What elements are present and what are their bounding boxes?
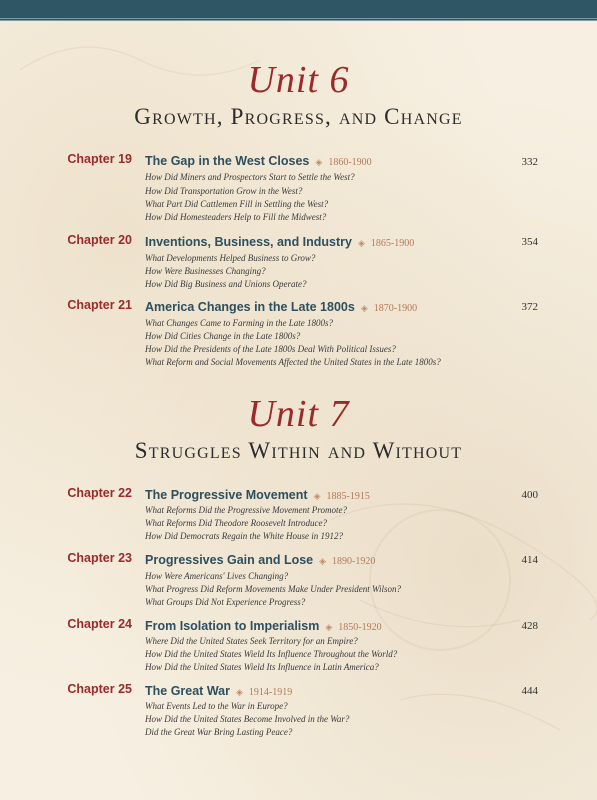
chapter-19-page: 332 [521,156,538,168]
chapter-20-years: 1865-1900 [370,238,415,249]
chapter-22-title-row[interactable] [145,486,370,504]
chapter-21-question: What Changes Came to Farming in the Late 1800s? [145,318,333,328]
chapter-23-title[interactable]: Progressives Gain and Lose [145,553,314,567]
chapter-25-years: 1914-1919 [248,687,293,698]
chapter-23-question: What Groups Did Not Experience Progress? [145,597,306,607]
chapter-21-title-row[interactable] [145,298,417,316]
chapter-22-title[interactable]: The Progressive Movement [145,488,308,502]
chapter-20-title[interactable]: Inventions, Business, and Industry [145,235,352,249]
chapter-19-question: How Did Transportation Grow in the West? [145,186,303,196]
chapter-22-page: 400 [521,489,538,501]
chapter-23-label: Chapter 23 [67,551,132,565]
chapter-25-page: 444 [521,685,538,697]
chapter-21-years: 1870-1900 [373,303,418,314]
chapter-25-question: How Did the United States Become Involved in the War? [145,714,350,724]
chapter-25-title-row[interactable] [145,682,292,700]
chapter-20-question: How Did Big Business and Unions Operate? [145,279,307,289]
chapter-19-question: How Did Miners and Prospectors Start to Settle the West? [145,172,355,182]
chapter-23-question: How Were Americans' Lives Changing? [145,571,289,581]
chapter-19-years: 1860-1900 [328,157,372,168]
chapter-21-label: Chapter 21 [67,298,132,312]
chapter-21-question: How Did the Presidents of the Late 1800s Deal With Political Issues? [145,344,396,354]
chapter-22-question: What Reforms Did Theodore Roosevelt Introduce? [145,518,328,528]
unit-7-title: Unit 7 [247,393,350,435]
diamond-icon: ◈ [235,687,243,697]
chapter-24-question: How Did the United States Wield Its Influence Throughout the World? [145,649,398,659]
chapter-19-question: What Part Did Cattlemen Fill in Settling the West? [145,199,329,209]
chapter-19-question: How Did Homesteaders Help to Fill the Midwest? [145,212,327,222]
chapter-21-question: What Reform and Social Movements Affected the United States in the Late 1800s? [145,357,441,367]
chapter-23-page: 414 [521,554,538,566]
chapter-20-label: Chapter 20 [67,233,132,247]
chapter-19-title-row[interactable] [145,152,372,170]
diamond-icon: ◈ [325,622,333,632]
chapter-21-page: 372 [521,301,538,313]
chapter-20-title-row[interactable] [145,233,414,251]
chapter-24-question: How Did the United States Wield Its Influence in Latin America? [145,662,379,672]
chapter-24-question: Where Did the United States Seek Territory for an Empire? [145,636,358,646]
chapter-25-label: Chapter 25 [67,682,132,696]
chapter-22-question: How Did Democrats Regain the White House in 1912? [145,531,343,541]
unit-6-heading: Growth, Progress, and Change [134,104,463,129]
chapter-22-label: Chapter 22 [67,486,132,500]
chapter-24-years: 1850-1920 [338,622,382,633]
diamond-icon: ◈ [315,157,323,167]
chapter-23-years: 1890-1920 [332,556,376,567]
unit-7-heading: Struggles Within and Without [134,438,463,463]
chapter-25-question: What Events Led to the War in Europe? [145,701,288,711]
chapter-20-question: How Were Businesses Changing? [145,266,266,276]
chapter-22-question: What Reforms Did the Progressive Movement Promote? [145,505,347,515]
chapter-22-years: 1885-1915 [326,491,370,502]
chapter-24-page: 428 [521,620,538,632]
chapter-25-question: Did the Great War Bring Lasting Peace? [145,727,293,737]
chapter-19-label: Chapter 19 [67,152,132,166]
chapter-20-question: What Developments Helped Business to Grow? [145,253,316,263]
unit-6-title: Unit 6 [247,59,350,101]
chapter-23-title-row[interactable] [145,551,375,569]
chapter-24-title[interactable]: From Isolation to Imperialism [145,619,320,633]
chapter-20-page: 354 [521,236,538,248]
chapter-25-title[interactable]: The Great War [145,684,230,698]
chapter-24-label: Chapter 24 [67,617,132,631]
chapter-23-question: What Progress Did Reform Movements Make Under President Wilson? [145,584,401,594]
chapter-24-title-row[interactable] [145,617,382,635]
diamond-icon: ◈ [357,238,365,248]
chapter-19-title[interactable]: The Gap in the West Closes [145,154,310,168]
chapter-21-title[interactable]: America Changes in the Late 1800s [145,300,355,314]
diamond-icon: ◈ [360,303,368,313]
diamond-icon: ◈ [319,556,327,566]
chapter-21-question: How Did Cities Change in the Late 1800s? [145,331,301,341]
diamond-icon: ◈ [313,491,321,501]
